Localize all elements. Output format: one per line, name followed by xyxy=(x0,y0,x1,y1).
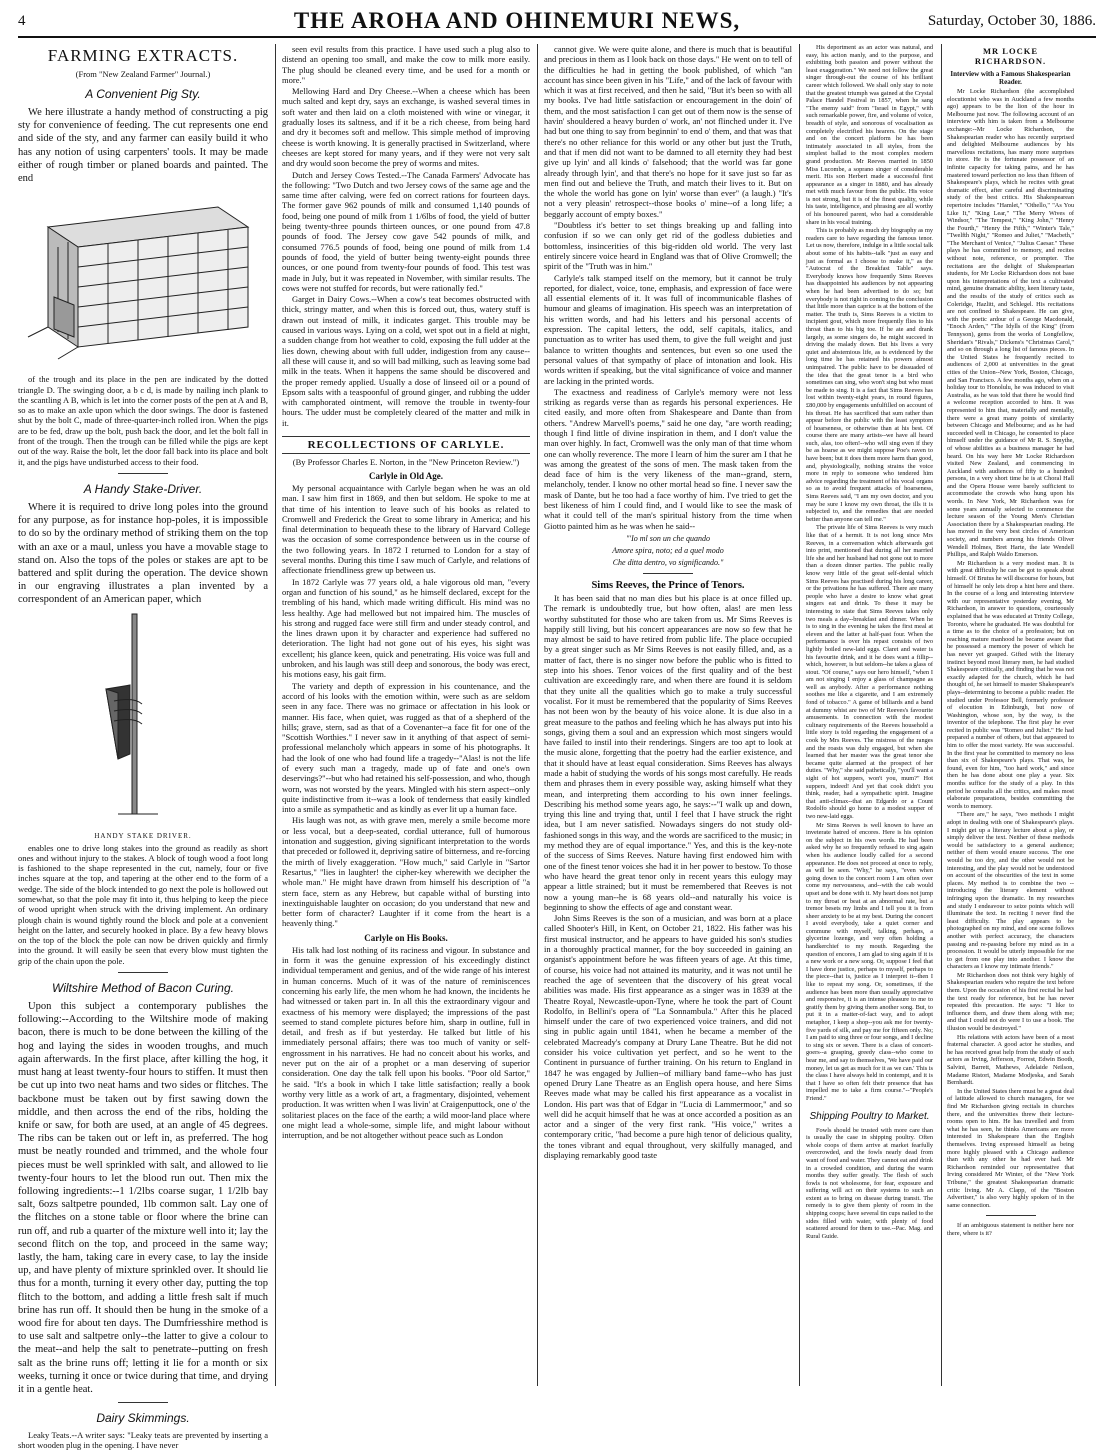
article-byline: (By Professor Charles E. Norton, in the "New Princeton Review.") xyxy=(292,456,520,467)
article-paragraph: His talk had lost nothing of its raciness and vigour. In substance and in form it was the genuine expression of his exceedingly distinct individual temperament and genius, and of the wide range of his interest in human concerns. Much of it was of the nature of reminiscences concerning his early life, the men whom he had known, the incidents he had witnessed or taken part in. In all this the extraordinary vigour and exactness of his memory were displayed; the impressions of the past seemed to stand complete pictures before him, sharp in outline, full in detail, and fresh as if but yesterday. He talked but little of his immediately personal affairs; there was too much of vanity or self-engrossment in his narratives. He had no conceit about his works, and never put on the air of a prophet or a man deserving of superior consideration. One day the talk fell upon his books. "Poor old Sartor," he said. "It's a book in which I take little satisfaction; really a book worthy very little as a work of art, a fragmentary, disjointed, vehement production. It was written when I was livin' at Craigenputtock, one o' the solitariest places on the face of the earth; a wild moor-land place where one might lead a whole-some, simple life, and might labour without interruption, and be not altogether without peace such as London xyxy=(282,944,530,1141)
divider xyxy=(986,1215,1036,1216)
article-heading: MR LOCKE RICHARDSON. xyxy=(974,46,1047,66)
figure-caption: HANDY STAKE DRIVER. xyxy=(94,831,192,840)
divider xyxy=(118,473,168,474)
article-paragraph: We here illustrate a handy method of constructing a pig sty for convenience of feeding. The cut represents one end and side of the sty, and any farmer can easily build it who has any notion of using carpenters' tools. It may be made either of rough timber or planed boards and painted. The end xyxy=(18,107,268,185)
column-2 xyxy=(282,44,530,1386)
article-heading: RECOLLECTIONS OF CARLYLE. xyxy=(282,436,530,454)
pig-sty-drawing xyxy=(18,187,268,367)
article-paragraph: Mellowing Hard and Dry Cheese.--When a cheese which has been much salted and kept dry, says an exchange, is washed several times in soft water and then laid on a cloth moistened with wine or vinegar, it gradually loses its saltness, and if it be a rich cheese, from being hard and dry it becomes soft and mellow. This simple method of improving cheese is worth knowing. It is generally practised in Switzerland, where cheeses are kept stored for many years, and if they were not very salt and dry would soon become the prey of worms and mites. xyxy=(282,86,530,169)
issue-date: Saturday, October 30, 1886. xyxy=(927,12,1096,29)
pig-sty-illustration xyxy=(18,187,268,372)
section-source: (From "New Zealand Farmer" Journal.) xyxy=(75,69,211,79)
article-paragraph: Mr Locke Richardson (the accomplished elocutionist who was in Auckland a few months ago) appears to be the lion of the hour in Melbourne just now. The following account of an interview with him is taken from a Melbourne exchange:--Mr Locke Richardson, the Shakespearian reader who has recently surprised and delighted Melbourne audiences by his marvellous recitations, has many more surprises in store. He is the fortunate possessor of an infinite capacity for taking pains, and he has mastered toward perfection no less than fifteen of Shakespeare's plays, which he recites with great dramatic effect, after careful and discriminating study of the best critics. His Shakespearean repertoire includes "Hamlet," "Othello," "As You Like It," "King Lear," "The Merry Wives of Windsor," "The Tempest," "King John," "Henry the Fourth," "Henry the Fifth," "Winter's Tale," "Twelfth Night," "Romeo and Juliet," "Macbeth," "The Merchant of Venice," "Julius Caesar." These plays he has committed to memory, and recites without note, reference, or prompter. The recitations are the delight of Shakespearian students, for Mr Locke Richardson does not base upon his interpretations of the text a cultivated mind, genuine dramatic ability, keen literary taste, and the results of the study of critics such as Coleridge, Hazlitt, and Schlegel. His recitations are not confined to Shakespeare. He can give, with the poetic ardour of a George Macdonald, "Enoch Arden," "The Idylls of the King" (from Tennyson), gems from the works of Longfellow, Sheridan's "Rivals," Dickens's "Christmas Carol," and so on through a long list of famous pieces. In the United States he frequently recited to audiences of 2,000 at universities in the great cities of the Union--New York, Boston, Chicago, and San Francisco. A few months ago, when on a holiday tour to Honolulu, he was induced to visit Australia, as he was told that there he would find a welcome reception accorded to him. It was represented to him that, materially and mentally, there were a great many points of similarity between Chicago and Melbourne; and as he had succeeded well in Chicago, he consented to place himself under the guidance of Mr R. S. Smythe, of whose abilities as a business manager he had heard. On his way here Mr Locke Richardson visited New Zealand, and commencing in Auckland with audiences of fifty to a hundred persons, in a very short time he is at Choral Hall and the Opera House were barely sufficient to accommodate the crowds who hung upon his words. In New York, Mr Richardson was for some years annually selected to commence the lecture season of the Young Men's Christian Association there by a Shakespearian reading. He has moved in the very best circles of American society, and numbers among his friends Oliver Wendell Holmes, Bret Harte, the late Wendell Phillips, and Ralph Waldo Emerson. xyxy=(947,88,1074,559)
column-3 xyxy=(544,44,792,1386)
article-paragraph: Where it is required to drive long poles into the ground for any purpose, as for instance hop-poles, it is impossible to do so by the ordinary method of striking them on the top with an axe or a maul, unless you have a movable stage to stand on. Also the tops of the poles or stakes are apt to be battered and split during the operation. The device shown in our engraving illustrates a plan invented by a correspondent of an American paper, which xyxy=(18,501,268,606)
article-paragraph: Mr Richardson is a very modest man. It is with great difficulty he can be got to speak about himself. Of Brutus he will discourse for hours, but of himself he only lets drop a hint here and there. In the course of a long and interesting interview with our representative yesterday evening, Mr Richardson, in answer to questions, courteously explained that he was educated at Trinity College, Toronto, where he graduated. He was doubtful for a time as to the choice of a profession; but on reaching mature manhood he became aware that he possessed a memory the power of which he has never yet grasped. Gifted with the literary instinct beyond most literary men, he had studied Shakespeare critically, and finding that he was not exactly adapted for the church, which he had thought of, he set himself to master Shakespeare's plays--determining to become a public reader. He studied under Professor Bell, formerly professor of elocution in Edinburgh, but now of Washington, whose son, by the way, is the inventor of the telephone. The first play he ever recited in public was "Romeo and Juliet." He had prepared a number of others, but that appeared to him to offer the most variety. He was successful. In the first year he committed to memory no less than six of Shakespeare's plays. That was, he found, even for him, "too hard work," and since then he has done about one play a year. Six months suffice for the study of a play. In this period he consults all the critics, and makes most elaborate preparations, besides committing the words to memory. xyxy=(947,559,1074,810)
article-paragraph: of the trough and its place in the pen are indicated by the dotted triangle D. The swinging door, a b c d, is made by nailing inch plank to the scantling A B, which is let into the corner posts of the pen at A and B, so as to make an axle upon which the door swings. The door is fastened shut by the bolt C, made of three-quarter-inch rolled iron. When the pigs are to be fed, draw up the bolt, push back the door, and let the bolt fall in front of the trough. Then the trough can be filled while the pigs are kept out of the way. Raise the bolt, let the door fall back into its place and bolt it, and the pigs have undisturbed access to their food. xyxy=(18,374,268,467)
article-paragraph: Mr Sims Reeves is well known to have an inveterate hatred of encores. Here is his opinion on the subject in his own words. He had been asked why he so frequently refused to sing again when his audience loudly called for a second appearance. He does not proceed at once to reply, as will be seen. "Why," he says, "even when going down to the concert room I am often over come my nervousness, and--with the cab would upset and be done with it. My heart does not jump to my throat or beat at an abnormal rate, but a tremor besets my limbs and I tell you it is from sheer anxiety to be at my best. During the concert I avoid everybody, take a quiet corner and commune with myself, talking, perhaps, a glycerine lozenge, and very often holding a handkerchief to my mouth. Regarding the question of encores, I am glad to sing again if it is a new work or a new song. Or, suppose I feel that I have done justice, perhaps to myself, perhaps to the piece--that is, justice as I interpret it--then I like to repeat my song. Or, sometimes, if the audience has been more than usually appreciative and responsive, it is an intense pleasure to me to gratify them by giving them another song. But, to put it in a matter-of-fact way, and to adopt metaphor, I keep a shop--you ask me for twenty-five yards of silk, and pay me for fifteen only. No; I am paid to sing three or four songs, and I decline to sing six or seven. There is a class of concert-goers--a grasping, greedy class--who come to hear me, and say to themselves, 'We have paid our money, let us get as much for it as we can.' This is the class I have always held in contempt, and it is that I have so often felt their presence that has impelled me to take a firm course."--"People's Friend." xyxy=(806,821,933,1102)
column-4 xyxy=(806,44,1074,1386)
stake-driver-illustration xyxy=(18,609,268,829)
article-subheading: Interview with a Famous Shakespearian Reader. xyxy=(950,70,1071,86)
article-title: A Handy Stake-Driver. xyxy=(83,481,203,496)
article-subheading: Carlyle on His Books. xyxy=(364,932,448,943)
article-paragraph: Carlyle's talk stamped itself on the memory, but it cannot be truly reported, for dialect, voice, tone, emphasis, and expression of face were all essential elements of it. It was full of incommunicable flashes of humour and gleams of imagination. His speech was an interpretation of his written words, and had his letters and his personal accents of expression. The capital letters, the odd, self capitals, italics, and punctuation as to writer has used them, to give the full weight and just balance to written thoughts and sentences, but even so one used the personal values of that sympathy of place of intonation and look. His words written if speaking, but the vital significance of voice and manner are lacking in the printed words. xyxy=(544,272,792,386)
page-number: 4 xyxy=(18,12,26,29)
article-paragraph: Upon this subject a contemporary publishes the following:--According to the Wiltshire mode of making bacon, there is much to be done between the killing of the hog and laying the sides in wooden troughs, and much again afterwards. In the first place, after killing the hog, it must hang at least twenty-four hours to stiffen. It must then be cut up into two neat hams and two sides or flitches. The backbone must be taken out by first sawing down the middle, and then across the end of the ribs, holding the knife or saw, for both are used, at an angle of 45 degrees. The ribs can be taken out or left in, as preferred. The hog must be neatly rounded and trimmed, and the whole four pieces must be well sprinkled with salt, and allowed to lie twenty-four hours to let the blood run out. Then mix the following ingredients:--1 1/2lbs coarse sugar, 1 1/2lb bay salt, 6ozs saltpetre pounded, 1lb common salt. Lay one of the flitches on a stone table or floor where the brine can run off, and rub a quarter of the mixture well into it; lay the second flitch on the top, and proceed in the same way; lastly, the ham, taking care in every case, to lay the inside up, and have plenty of mixture sprinkled over. It should lie thus for a month, turning it every other day, putting the top flitch to the bottom, and adding a little fresh salt if much brine has run off. It should then be hung in the smoke of a wood fire for about ten days. The Dumfriesshire method is to use salt and saltpetre only--the latter to give a colour to the meat--and help the salt to penetrate--putting on fresh salt as the brine runs off; letting it lie for a month or six weeks, turning it once or twice during that time, and drying it in a gentle heat. xyxy=(18,1001,268,1395)
article-title: Wiltshire Method of Bacon Curing. xyxy=(52,981,234,996)
poem-line: Amore spira, noto; ed a quel modo xyxy=(612,545,724,555)
article-paragraph: Garget in Dairy Cows.--When a cow's teat becomes obstructed with thick, stringy matter, and when this is forced out, thus, watery stuff is drawn out instead of milk, it indicates garget. This trouble may be caused in various ways. Lying on a cold, wet spot out in a field at night, a sudden change from hot weather to cold, exposing the full udder at the lies down, chewing about with full udder, indigestion from any cause--all these will cause it, and so will bad milking, such as leaving some bad milk in the teats. When it happens the same should be discovered and the proper remedy applied. Usually a dose of linseed oil or a pound of Epsom salts with a teaspoonful of ground ginger, and rubbing the udder with camphorated ointment, will remove the trouble in twenty-four hours. The udder must be completely cleared of the matter and milk in it. xyxy=(282,294,530,428)
article-paragraph: The private life of Sims Reeves is very much like that of a hermit. It is not long since Mrs Reeves, in a conversation which afterwards got into print, mentioned that during all her married life she and her husband had not gone out to more than a dozen dinner parties. The public really know very little of the great self-denial which Sims Reeves has practised during his long career, or the privations he has suffered. There are many people who have a desire to know what great singers eat and drink. To these it may be interesting to state that Sims Reeves takes only two meals a day--breakfast and dinner. When he is to sing in the evening he takes the first meal at eleven and the latter at half-past four. When the performance is over his repast consists of two lightly boiled new-laid eggs. Claret and water is his favourite drink, and it he does want a fillip--which, however, is but seldom--he takes a glass of stout. "Of course," says our hero himself, "when I am not singing I enjoy a glass of champagne as well as anybody. After a performance nothing soothes me like a cigarette, and I am extremely fond of tobacco." A game of billiards and a band at dummy whist are two of Mr Reeves's favourite amusements. In connection with the modest culinary requirements of the Reeves household a little story is told regarding the engagement of a cook by Mrs Reeves. The mistress of the ranges and the roasts was duly engaged, but when she learned that her master was the great tenor she became quite alarmed at the prospect of her duties. "Why," she said pathetically, "you'll want a sight of hot suppers, won't you, mum?" Hot suppers, indeed! And yet that cook didn't you think, reader, had a sympathetic spirit. Imagine that anti-climax--that an Edgardo or a Count Rodolfo should go home to a modest supper of two new-laid eggs. xyxy=(806,524,933,820)
divider xyxy=(118,1402,168,1403)
article-paragraph: If an ambiguous statement is neither here nor there, where is it? xyxy=(947,1222,1074,1237)
article-paragraph: Dutch and Jersey Cows Tested.--The Canada Farmers' Advocate has the following: "Two Dutch and two Jersey cows of the same age and the same time after calving, were fed on correct rations for fourteen days. The former gave 962 pounds of milk and consumed 1,140 pounds of food, being one pound of milk from 1 1/6lbs of food, the yield of butter being twenty-three pounds thirteen ounces, or one pound from 47.8 pounds of food. The Jersey cow gave 542 pounds of milk, and consumed 776.5 pounds of food, being one pound of milk from 1.4 pounds of food, the yield of butter being twenty-eight pounds three ounces, or one pound from twenty-four pounds of food. This test was made in July, but it was repeated in November, with similar results. The cows were not stuffed for records, but were rationally fed." xyxy=(282,169,530,293)
article-paragraph: enables one to drive long stakes into the ground as readily as short ones and without injury to the stakes. A block of tough wood a foot long is fashioned to the shape represented in the cut, namely, four or five inches square at the top, and tapering at the other end to the form of a wedge. The side of the block intended to go next the pole is hollowed out somewhat, so that the pole may fit into it, thus helping to keep the piece of wood upright when struck with the driving implement. An ordinary plough chain is wound tightly round the block and pole at a convenient height on the latter, and securely hooked in place. By a few heavy blows on the top of the block the pole can now be driven quickly and firmly into the ground. It will easily be seen that every blow must tighten the grip of the chain upon the pole. xyxy=(18,842,268,966)
column-rule xyxy=(537,44,538,1386)
article-paragraph: Fowls should be trusted with more care than is usually the case in shipping poultry. Often whole coops of them arrive at market fearfully overcrowded, and the fowls nearly dead from want of food and water. They cannot eat and drink in a crowded condition, and during the warm months they suffer greatly. The flesh of such fowls is not wholesome, for fear, exposure and suffering will act on their systems to such an extent as to bring on disease during transit. The remedy is to give them plenty of room in the shipping coops; have several tin cups nailed to the sides filled with water, with plenty of food scattered around for them to use.--Pac. Mag. and Rural Guide. xyxy=(806,1126,933,1240)
article-paragraph: John Sims Reeves is the son of a musician, and was born at a place called Shooter's Hill, in Kent, on October 21, 1822. His father was his first musical instructor, and he appears to have guided his son's studies in a thoroughly practical manner, for the boy succeeded in gaining an organist's appointment before he was fifteen years of age. At this time, of course, his voice had not attained its maturity, and it was not until he reached the age of seventeen that the discovery of his great vocal abilities was made. His first appearance as a singer was in 1839 at the Theatre Royal, Newcastle-upon-Tyne, where he took the part of Count Rodolfo, in Bellini's opera of "La Sonnambula." After this he placed himself under the care of two experienced voice trainers, and did not sing in public again until 1841, when he became a member of the celebrated Macready's company at Drury Lane Theatre. But he did not consider his voice cultivation yet perfect, and so he went to the Continent in pursuance of further training. On his return to England in 1847 he was engaged by Jullien--of milliary band fame--who has just opened Drury Lane Theatre as an English opera house, and here Sims Reeves made what may be called his first appearance as a vocalist in London. His part was that of Edgar in "Lucia di Lammermoor," and so well did he acquit himself that he was at once accorded a position as an actor and a singer of the very first rank. "His voice," writes a contemporary critic, "had become a pure high tenor of delicious quality, the tones vibrant and equal throughout, very skilfully managed, and displaying remarkably good taste xyxy=(544,913,792,1160)
article-subheading: Carlyle in Old Age. xyxy=(369,470,443,481)
article-paragraph: His relations with actors have been of a most fraternal character. A good actor he studies, and he has received great help from the study of such actors as Irving, Jefferson, Forrest, Edwin Booth, Salvini, Barrett, Mathews, Adelaide Neilson, Madame Ristori, Madame Modjeska, and Sarah Bernhardt. xyxy=(947,1033,1074,1087)
article-paragraph: "Doubtless it's better to set things breaking up and falling into confusion if so we can only get rid of the godless dubieties and bottomless, insincerities of this big-ridden old world. The very last entirely sincere voice heard in England was that of Olive Cromwell; the spirit of the "Truth was in him." xyxy=(544,220,792,272)
column-4-right xyxy=(941,44,1074,1386)
article-title: Shipping Poultry to Market. xyxy=(809,1110,930,1122)
paper-title: THE AROHA AND OHINEMURI NEWS, xyxy=(293,8,741,33)
article-title: Dairy Skimmings. xyxy=(96,1411,190,1426)
article-heading: Sims Reeves, the Prince of Tenors. xyxy=(591,579,745,591)
poem-line: Che ditta dentro, vo significando." xyxy=(612,557,724,567)
column-1 xyxy=(18,44,268,1451)
divider xyxy=(643,573,693,574)
article-paragraph: My personal acquaintance with Carlyle began when he was an old man. I saw him first in 1869, and then but seldom. He spoke to me at that time of his intention to leave such of his books as related to Cromwell and Frederick the Great to some library in America; and his final determination to bequeath these to the library of Harvard College was the occasion of some correspondence between us in the course of the two following years. In 1872 I returned to London for a stay of several months. During this time I saw much of Carlyle, and relations of affectionate friendliness grew up between us. xyxy=(282,482,530,576)
column-rule xyxy=(275,44,276,1386)
article-paragraph: In the United States there must be a great deal of latitude allowed to church managers, for we find Mr Richardson giving recitals in churches there, and the universities threw their lecture-rooms open to him. He has travelled and from what he has seen, he thinks Americans are more interested in Shakespeare than the English themselves. Irving expressed himself as being more highly pleased with a Chicago audience than with any other he had ever had. Mr Richardson reminded our representative that Irving considered Mr Winter, of the "New York Tribune," the greatest Shakespearian dramatic critic living. Mr A. Clapp, of the "Boston Advertiser," is also very highly spoken of in the same connection. xyxy=(947,1087,1074,1209)
article-paragraph: cannot give. We were quite alone, and there is much that is beautiful and precious in them as I look back on those days." He went on to tell of the difficulties he had in getting the book published, of which "an account has since been given in his "Life," and of the lack of favour with which it was at first received, and then he said, "But it's been so with all my books. I've had little satisfaction or encouragement in the doin' of them, and the most satisfaction I can get out of them now is the sense of havin' shouldered a heavy burden o' work, an' not flinched under it. I've had but one thing to say from beginnin' to end o' them, and that was that there's no other reliance for this world or any other but just the Truth, and that if men did not want to be damned to all eternity they had best give up lyin' and all kinds o' falsehood; that the world was far gone already through lyin', and that there's no hope for it save just so far as men find out and believe the Truth, and match their lives to it. But on the whole the world has gone on lyin' worse than ever" (a laugh.) "It's not a very pleasin' retrospect--those books o' mine--of a long life; a beggarly account of empty boxes." xyxy=(544,44,792,219)
article-paragraph: The variety and depth of expression in his countenance, and the accord of his looks with the emotion within, were such as are seldom seen in any face. There was no grimace or affectation in his look or manner. His face, when quiet, was rugged as that of a shepherd of the hills; grave, stern, sad as that of a Covenanter--a face fit for one of the "Scottish Worthies." I never saw in it anything of that aspect of semi-professional melancholy which appears in some of his photographs. It had the look of one who had found life a tragedy--"Alas! is not the life of every such man a tragedy, made up of fate and one's own deservings?"--but who had retained his self-possession, and who, though worn, was not worsted by the years. Mingled with his stern aspect--only quite indistinctive from it--was a look of tenderness that easily kindled into a smile as sympathetic and as kindly as ever lit up a human face. xyxy=(282,680,530,815)
article-paragraph: seen evil results from this practice. I have used such a plug also to distend an opening too small, and make the cow to milk more easily. The plug should be cleaned every time, and be used for a month or more." xyxy=(282,44,530,85)
stake-driver-drawing xyxy=(18,609,268,824)
article-paragraph: It has been said that no man dies but his place is at once filled up. The remark is undoubtedly true, but how often, alas! are men less worthy substituted for those who are taken from us. Mr Sims Reeves is happily still living, but his concert appearances are now so few that he may almost be said to have retired from public life. The place occupied by a great singer such as Mr Sims Reeves is not easily filled, and, as a matter of fact, there is no singer now before the public who is fitted to step into his shoes. Tenor voices of the first quality and of the best cultivation are exceedingly rare, and when there are found it is seldom that they unite all the qualities which go to make a truly successful vocalist. For it must be remembered that the popularity of Sims Reeves has not been won by the beauty of his voice alone. It is due also in a great measure to the pathos and feeling which he has always put into his songs, giving them a soul and an expression which most singers would have failed to instil into their renderings. Singers are too apt to look at the music alone, forgetting that the poetry had the earlier existence, and that it should have at least equal consideration. Sims Reeves has always made a habit of studying the words of his songs most carefully. He reads them and phrases them in every possible way, asking himself what they mean, and interpreting them according to his own inner feelings. Describing his method some years ago, he says:--"I walk up and down, trying this line and trying that, until I feel that I have struck the right idea, but I am never satisfied. Nowadays singers do not study old-fashioned songs in this way, and the words are sacrificed to the music; in my method they are of equal importance." Yes, and this is the key-note of the success of Sims Reeves. Nature having first endowed him with one of the finest tenor voices she had it in her power to bestow. To those who have heard the great tenor only in recent years this eulogy may appear a little strained; but it must be remembered that Reeves is not now a young man--he is 68 years old--and naturally his voice is beginning to show the effects of age and constant wear. xyxy=(544,592,792,912)
divider xyxy=(118,972,168,973)
article-paragraph: The exactness and readiness of Carlyle's memory were not less striking as regards verse than as regards his personal experiences. He cited easily, and more often from Shakespeare and Dante than from others. "Andrew Marvell's poems," said he one day, "are worth reading; though I find little of divine inspiration in them, and I don't value the man over highly. In fact, Cromwell was the only man of that time whom one can wholly reverence. The more I learn of him the surer am I that he was among the greatest of the sons of men. The mask taken from the dead face of him is the very likeness of the man--grand, stern, melancholy, tender. I know no other mortal head so fine. I never saw the mask of Dante, but he too had a face worthy of him. I've tried to get the best likeness of him I could find, and I would like to see the mask of what it could tell of the man's spiritual history from the time when Giotto painted him as he was when he said-- xyxy=(544,386,792,531)
article-paragraph: "There are," he says, "two methods I might adopt in dealing with one of Shakespeare's plays. I might get up a literary lecture about a play, or simply deliver the text. Neither of these methods would be satisfactory to a general audience; neither of them would ensure success. The one would be too dry, and the other would not be interesting, and the play would not be understood on account of the obscurities of the text in some places. My method is to combine the two --introducing the literary element without infringing upon the dramatic. In my researches and study I endeavour to seize points which will illuminate the text. In reciting I never find the least difficulty. The play appears to be photographed on my mind, and one scene follows another with perfect accuracy, the characters passing and re-passing before my mind as in a procession. It would be utterly impossible for me to get from one play into another. I know the characters as I know my intimate friends." xyxy=(947,811,1074,971)
article-paragraph: His deportment as an actor was natural, and easy, his action manly, and to the purpose, and exhibiting both passion and power without the least exaggeration." We need not follow the great singer through-out the course of his brilliant career which followed. We shall only stay to note that the greatest triumph was gained at the Crystal Palace Handel Festival in 1857, when he sang "The enemy said" from "Israel in Egypt," with such remarkable power, fire, and volume of voice, breadth of style, and sonorous of vocalisation as completely electrified his hearers. On the stage and on the concert platform he has been intimately associated in all styles, from the simplest ballad to the most complex modern grand production. Mr Reeves married in 1850 Miss Lucombe, a soprano singer of considerable merit. His son Herbert made a successful first appearance as a singer in 1880, and has already met with much favour from the public. His voice is not strong, but it is of the finest quality, while his taste, intelligence, and phrasing are all worthy of his honoured parent, who had a considerable share in his vocal training. xyxy=(806,44,933,226)
column-4-left xyxy=(806,44,933,1386)
column-rule xyxy=(799,44,800,1386)
masthead xyxy=(18,6,1096,38)
article-paragraph: In 1872 Carlyle was 77 years old, a hale vigorous old man, "every organ and function of his sound," as he himself declared, except for the trembling of his hand, which made writing difficult. His mind was no less healthy. Age had mellowed but not impaired him. The muscles of his strong and rugged face were still firm and under steady control, and the lines drawn upon it by character and experience had suffered no deterioration. The light had not gone out of his eyes, his sight was excellent; his glance keen, quick and penetrating. His voice was full and unbroken, and his laugh was still deep and sonorous, the body was erect, his motions easy, his gait firm. xyxy=(282,576,530,680)
article-paragraph: His laugh was not, as with grave men, merely a smile become more or less vocal, but a deep-seated, cordial utterance, full of humorous intonation and suggestion, giving significant interpretation to the words that preceded or followed it, depriving satire of bitterness, and re-forcing the mirth of lively exaggeration. "How much," said Carlyle in "Sartor Resartus," "lies in laughter! the cipher-key wherewith we decipher the whole man." He might have drawn from himself his description of "a stern face, stern as any Hebrew, but capable withal of bursting into inextinguishable laughter on occasion; do you understand that new and better form of character? Laughter if it come from the heart is a heavenly thing." xyxy=(282,815,530,929)
article-paragraph: Mr Richardson does not think very highly of Shakespearian readers who require the text before them. Upon the occasion of his first recital he had the text ready for reference, but he has never repeated this precaution. He says: "I like to influence them, and draw them along with me; and that I could not do were I to use a book. The illusion would be destroyed." xyxy=(947,971,1074,1033)
article-paragraph: This is probably as much dry biography as my readers care to have regarding the famous tenor. Let us now, therefore, indulge in a little social talk about some of his habits--talk "just as easy and just as formal as I choose to make it," as the "Autocrat of the Breakfast Table" says. Everybody knows how frequently Sims Reeves has disappointed his audiences by not appearing when he had been advertised to do so; but everybody is not right in coming to the conclusion that little more than caprice is at the bottom of the matter. The truth is, Sims Reeves is a victim to incipient gout, which more frequently flies to his throat than to his big toe. If he ate and drank largely, as some singers do, he might succeed in driving the malady down. But his lives a very quiet and abstemious life, as is evidenced by the long time he has retained his powers almost unimpaired. The public have to be dissuaded of the idea that the great tenor is a bird who sometimes can sing, who won't sing but who must be made to sing. It is a fact that Sims Reeves has lost within twenty-eight years, in round figures, £80,000 by engagements unfulfilled on account of his throat. He has sacrificed that sum rather than appear before the public with the least symptom of hoarseness, or otherwise than at his best. Of course there are many artists--we have all heard such, alas, too often!--who will sing even if they be as hoarse as we might suppose Poe's raven to have been; but it does them more harm than good, and, physiologically, nothing strains the voice more in reply to someone who tendered him advice regarding the treatment of his vocal organs so as to avoid frequent attacks of hoarseness, Sims Reeves said, "I am my own doctor, and you may be sure I know my own throat, the ills it is subjected to, and the remedies that are needed better than anyone can tell me." xyxy=(806,227,933,523)
poem-line: "'Io ml son un che quando xyxy=(626,533,710,543)
section-heading: FARMING EXTRACTS. xyxy=(47,46,239,65)
article-title: A Convenient Pig Sty. xyxy=(85,87,201,101)
article-paragraph: Leaky Teats.--A writer says: "Leaky teats are prevented by inserting a short wooden plug in the opening. I have never xyxy=(18,1430,268,1451)
